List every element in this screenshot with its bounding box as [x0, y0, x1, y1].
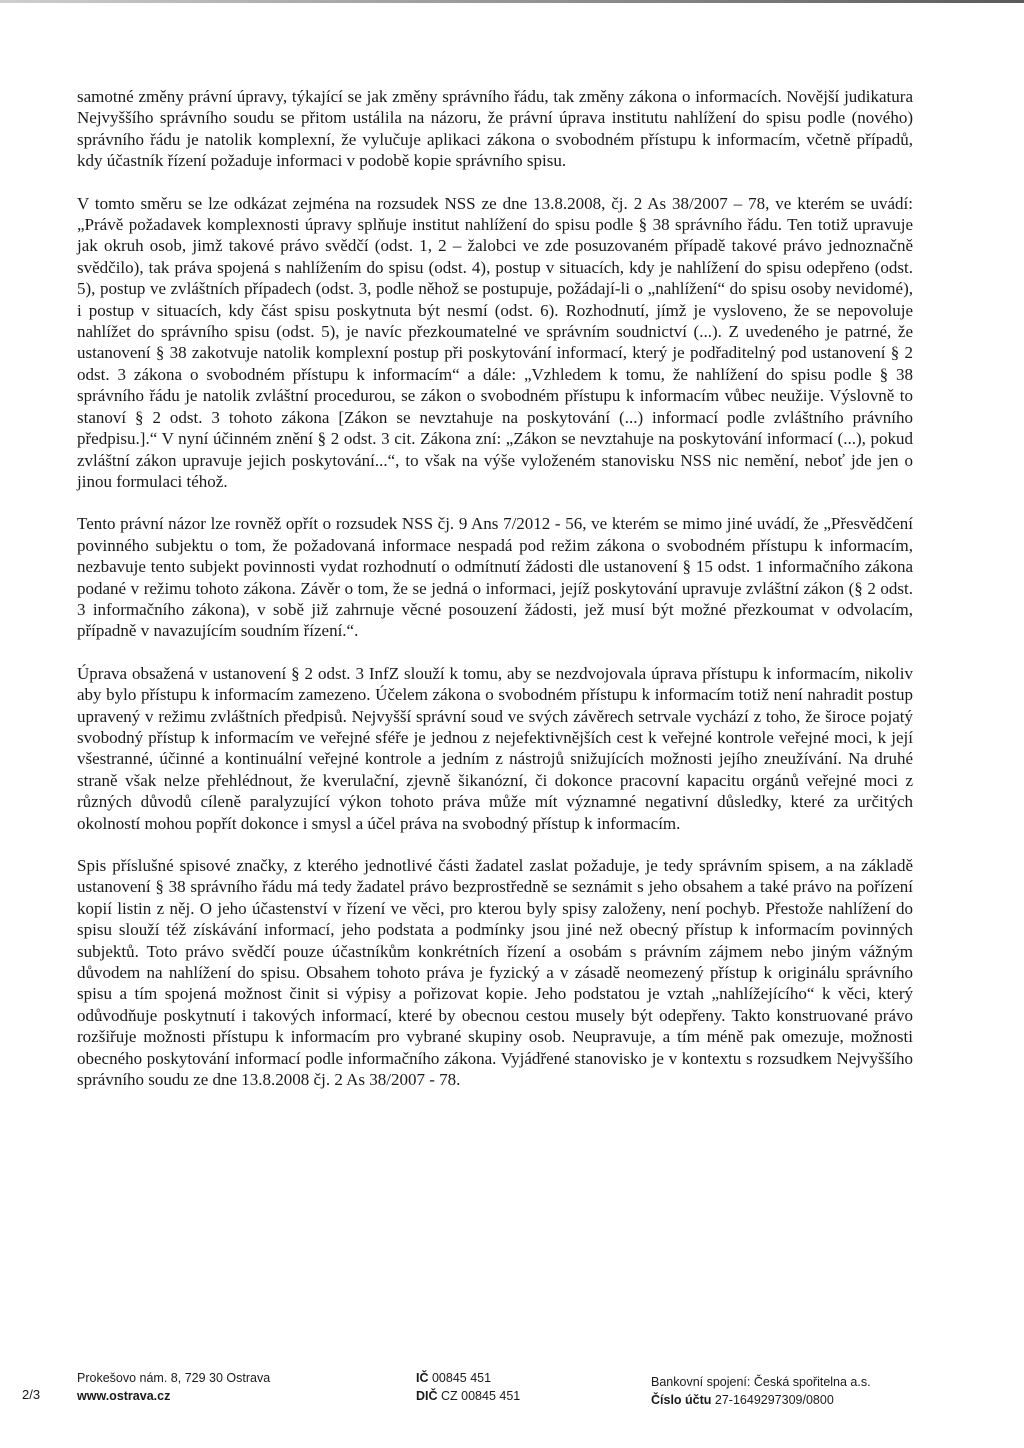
- top-scan-rule: [0, 0, 1024, 3]
- footer-bank-block: [651, 1373, 871, 1409]
- ic-label: IČ: [416, 1371, 429, 1385]
- footer-account: [651, 1391, 871, 1409]
- paragraph-5: Spis příslušné spisové značky, z kterého jednotlivé části žadatel zaslat požaduje, je tedy správním spisem, a na základě ustanovení § 38 správního řádu má tedy žadatel právo bezprostředně se seznámit s jeho obsahem a také právo na pořízení kopií listin z něj. O jeho účastenství v řízení ve věci, pro kterou byly spisy založeny, není pochyb. Přestože nahlížení do spisu slouží též získávání informací, jeho podstata a podmínky jsou jiné než obecný přístup k informacím povinných subjektů. Toto právo svědčí pouze účastníkům konkrétních řízení a osobám s právním zájmem nebo jiným vážným důvodem na nahlížení do spisu. Obsahem tohoto práva je fyzický a v zásadě neomezený přístup k originálu správního spisu a tím spojená možnost činit si výpisy a pořizovat kopie. Jeho podstatou je vztah „nahlížejícího“ k věci, který odůvodňuje poskytnutí i takových informací, které by obecnou cestou musely být odepřeny. Takto konstruované právo rozšiřuje možnosti přístupu k informacím pro vybrané skupiny osob. Neupravuje, a tím méně pak omezuje, možnosti obecného poskytování informací podle informačního zákona. Vyjádřené stanovisko je v kontextu s rozsudkem Nejvyššího správního soudu ze dne 13.8.2008 čj. 2 As 38/2007 - 78.: [77, 856, 913, 1090]
- account-label: Číslo účtu: [651, 1393, 712, 1407]
- bank-value: Česká spořitelna a.s.: [753, 1375, 871, 1389]
- document-body: [77, 86, 913, 1090]
- footer-ic: [416, 1369, 520, 1387]
- account-value: 27-1649297309/0800: [714, 1393, 834, 1407]
- footer-ids-block: [416, 1369, 520, 1405]
- paragraph-2: V tomto směru se lze odkázat zejména na rozsudek NSS ze dne 13.8.2008, čj. 2 As 38/2007 – 78, ve kterém se uvádí: „Právě požadavek komplexnosti úpravy splňuje institut nahlížení do spisu podle § 38 správního řádu. Ten totiž upravuje jak okruh osob, jimž takové právo svědčí (odst. 1, 2 – žalobci ve zde posuzovaném případě takové právo jednoznačně svědčilo), tak práva spojená s nahlížením do spisu (odst. 4), postup v situacích, kdy je nahlížení do spisu odepřeno (odst. 5), postup ve zvláštních případech (odst. 3, podle něhož se postupuje, požádají-li o „nahlížení“ do spisu osoby nevidomé), i postup v situacích, kdy část spisu poskytnuta být nesmí (odst. 6). Rozhodnutí, jímž je vysloveno, že se nepovoluje nahlížet do správního spisu (odst. 5), je navíc přezkoumatelné ve správním soudnictví (...). Z uvedeného je patrné, že ustanovení § 38 zakotvuje natolik komplexní postup při poskytování informací, který je podřaditelný pod ustanovení § 2 odst. 3 zákona o svobodném přístupu k informacím“ a dále: „Vzhledem k tomu, že nahlížení do spisu podle § 38 správního řádu je natolik zvláštní procedurou, se zákon o svobodném přístupu k informacím vůbec neužije. Výslovně to stanoví § 2 odst. 3 tohoto zákona [Zákon se nevztahuje na poskytování (...) informací podle zvláštního právního předpisu.].“ V nyní účinném znění § 2 odst. 3 cit. Zákona zní: „Zákon se nevztahuje na poskytování informací (...), pokud zvláštní zákon upravuje jejich poskytování...“, to však na výše vyloženém stanovisku NSS nic nemění, neboť jde jen o jinou formulaci téhož.: [77, 193, 913, 491]
- footer-address-block: [77, 1369, 270, 1405]
- footer-website-link[interactable]: www.ostrava.cz: [77, 1389, 171, 1403]
- paragraph-3: Tento právní názor lze rovněž opřít o rozsudek NSS čj. 9 Ans 7/2012 - 56, ve kterém se mimo jiné uvádí, že „Přesvědčení povinného subjektu o tom, že požadovaná informace nespadá pod režim zákona o svobodném přístupu k informacím, nezbavuje tento subjekt povinnosti vydat rozhodnutí o odmítnutí žádosti dle ustanovení § 15 odst. 1 informačního zákona podané v režimu tohoto zákona. Závěr o tom, že se jedná o informaci, jejíž poskytování upravuje zvláštní zákon (§ 2 odst. 3 informačního zákona), v sobě již zahrnuje věcné posouzení žádosti, jež musí být možné přezkoumat v odvolacím, případně v navazujícím soudním řízení.“.: [77, 514, 913, 641]
- bank-label: Bankovní spojení:: [651, 1375, 751, 1389]
- footer-dic: [416, 1387, 520, 1405]
- dic-value: CZ 00845 451: [441, 1389, 521, 1403]
- dic-label: DIČ: [416, 1389, 438, 1403]
- paragraph-1: samotné změny právní úpravy, týkající se jak změny správního řádu, tak změny zákona o informacích. Novější judikatura Nejvyššího správního soudu se přitom ustálila na názoru, že právní úprava institutu nahlížení do spisu podle (nového) správního řádu je natolik komplexní, že vylučuje aplikaci zákona o svobodném přístupu k informacím, včetně případů, kdy účastník řízení požaduje informaci v podobě kopie správního spisu.: [77, 87, 913, 171]
- page-number: 2/3: [22, 1387, 41, 1402]
- footer-address: Prokešovo nám. 8, 729 30 Ostrava: [77, 1371, 271, 1385]
- ic-value: 00845 451: [431, 1371, 492, 1385]
- footer-bank: [651, 1373, 871, 1391]
- paragraph-4: Úprava obsažená v ustanovení § 2 odst. 3 InfZ slouží k tomu, aby se nezdvojovala úprava přístupu k informacím, nikoliv aby bylo přístupu k informacím zamezeno. Účelem zákona o svobodném přístupu k informacím totiž není nahradit postup upravený v režimu zvláštních předpisů. Nejvyšší správní soud ve svých závěrech setrvale vychází z toho, že široce pojatý svobodný přístup k informacím ve veřejné sféře je jednou z nejefektivnějších cest k veřejné kontrole veřejné moci, k její všestranné, účinné a kontinuální veřejné kontrole a jedním z nástrojů snižujících možnosti jejího zneužívání. Na druhé straně však nelze přehlédnout, že kverulační, zjevně šikanózní, či dokonce pracovní kapacitu orgánů veřejné moci z různých důvodů cíleně paralyzující výkon tohoto práva může mít významné negativní důsledky, které za určitých okolností mohou popřít dokonce i smysl a účel práva na svobodný přístup k informacím.: [77, 663, 913, 833]
